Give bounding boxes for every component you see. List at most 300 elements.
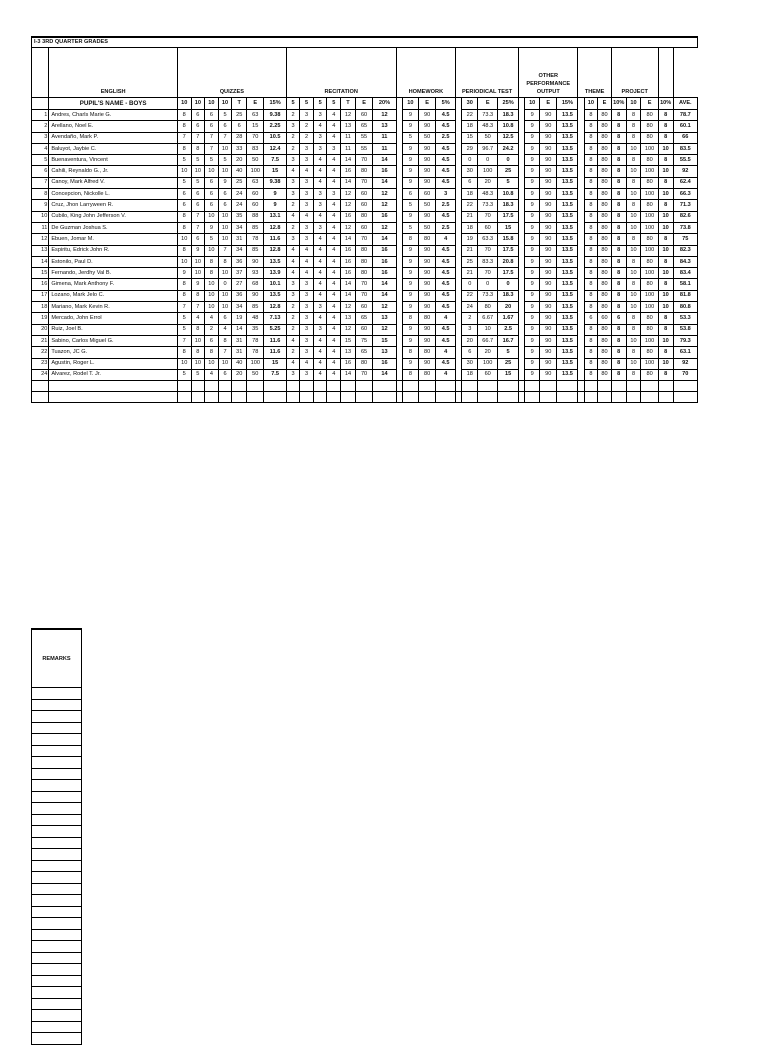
grade-cell: 5 [191, 155, 205, 166]
grade-cell: 80 [641, 256, 658, 267]
grade-cell: 8 [611, 121, 626, 132]
grade-cell: 63 [247, 177, 264, 188]
blank-cell [300, 392, 314, 403]
grade-cell: 4.5 [436, 335, 456, 346]
grade-cell: 9 [402, 245, 418, 256]
grade-cell: 7 [218, 245, 232, 256]
grade-cell: 6.67 [478, 313, 498, 324]
grade-cell: 18.3 [498, 110, 519, 121]
remarks-cell [32, 860, 82, 872]
grade-cell: 4 [286, 245, 300, 256]
grade-cell: 3 [313, 324, 327, 335]
grade-cell: 12 [373, 110, 396, 121]
grade-cell: 50 [418, 132, 435, 143]
grade-cell: 8 [611, 177, 626, 188]
grade-cell: 10 [177, 166, 191, 177]
grade-cell: 16 [341, 256, 356, 267]
grade-cell: 8 [658, 324, 673, 335]
grade-cell: 100 [641, 143, 658, 154]
grade-cell: 13.5 [557, 132, 578, 143]
title-row [32, 37, 698, 48]
grade-cell: 12 [341, 302, 356, 313]
grade-cell: 6 [218, 369, 232, 380]
grade-cell: 4 [313, 166, 327, 177]
column-label: 10 [205, 98, 219, 110]
grade-cell: 34 [232, 222, 247, 233]
blank-cell [218, 392, 232, 403]
grade-cell: 83.4 [673, 268, 697, 279]
grade-cell: 8 [584, 166, 598, 177]
grade-cell: 3 [313, 302, 327, 313]
group-header-row [32, 48, 698, 98]
grade-cell: 10 [205, 166, 219, 177]
blank-cell [598, 392, 612, 403]
grade-cell: 100 [641, 211, 658, 222]
grade-cell: 80 [598, 189, 612, 200]
grade-cell: 30 [462, 166, 478, 177]
grade-cell: 18.3 [498, 290, 519, 301]
grade-cell: 80 [641, 279, 658, 290]
grade-cell: 4.5 [436, 256, 456, 267]
grade-cell: 53.8 [673, 324, 697, 335]
grade-cell: 9 [525, 189, 540, 200]
grade-cell: 9 [402, 211, 418, 222]
grade-cell: 8 [658, 121, 673, 132]
grade-cell: 7 [177, 335, 191, 346]
grade-cell: 15 [264, 358, 286, 369]
grade-cell: 19 [462, 234, 478, 245]
grade-cell: 4 [313, 268, 327, 279]
blank-cell [327, 381, 341, 392]
grade-cell: 4.5 [436, 268, 456, 279]
grade-cell: 8 [626, 110, 641, 121]
grade-cell: 13.5 [557, 222, 578, 233]
grade-cell: 13.5 [557, 369, 578, 380]
grade-cell: 12 [341, 324, 356, 335]
row-number: 11 [32, 222, 49, 233]
remarks-cell [32, 998, 82, 1010]
grade-cell: 5 [402, 132, 418, 143]
grade-cell: 2.5 [498, 324, 519, 335]
blank-cell [286, 381, 300, 392]
blank-cell [498, 381, 519, 392]
grade-cell: 8 [658, 177, 673, 188]
grade-cell: 70 [355, 279, 372, 290]
grade-cell: 3 [300, 177, 314, 188]
grade-cell: 3 [286, 121, 300, 132]
grade-cell: 8 [584, 132, 598, 143]
row-number: 16 [32, 279, 49, 290]
grade-cell: 17.5 [498, 268, 519, 279]
grade-cell: 4 [327, 358, 341, 369]
grade-cell: 11 [341, 132, 356, 143]
grade-cell: 6 [205, 177, 219, 188]
periodical-test-header: PERIODICAL TEST [456, 48, 519, 98]
grade-cell: 4 [436, 347, 456, 358]
grade-cell: 8 [611, 200, 626, 211]
grade-cell: 25 [232, 177, 247, 188]
grade-cell: 14 [341, 290, 356, 301]
blank-cell [557, 381, 578, 392]
grade-cell: 10 [191, 256, 205, 267]
grade-cell: 15 [498, 222, 519, 233]
grade-cell: 60 [355, 110, 372, 121]
blank-cell [177, 381, 191, 392]
grade-cell: 80 [641, 200, 658, 211]
grade-cell: 24 [462, 302, 478, 313]
grade-cell: 4 [286, 335, 300, 346]
grade-cell: 8 [584, 324, 598, 335]
grade-cell: 21 [462, 245, 478, 256]
grade-cell: 4 [327, 177, 341, 188]
pupil-name: Tuazon, JC G. [49, 347, 178, 358]
column-label: AVE. [673, 98, 697, 110]
column-label: 5 [300, 98, 314, 110]
grade-cell: 2 [462, 313, 478, 324]
grade-cell: 24 [232, 189, 247, 200]
grade-cell: 15 [498, 369, 519, 380]
grade-cell: 14 [341, 279, 356, 290]
grade-cell: 10 [626, 166, 641, 177]
grade-cell: 4 [313, 245, 327, 256]
grade-cell: 5 [498, 347, 519, 358]
grade-cell: 3 [300, 155, 314, 166]
grade-cell: 10 [626, 211, 641, 222]
grade-cell: 4 [327, 324, 341, 335]
grade-cell: 90 [418, 245, 435, 256]
grade-cell: 2 [286, 110, 300, 121]
grade-cell: 4 [327, 268, 341, 279]
table-row [32, 177, 698, 188]
grade-cell: 16 [373, 245, 396, 256]
grade-cell: 9 [525, 110, 540, 121]
grade-cell: 8 [611, 234, 626, 245]
grade-cell: 8 [402, 234, 418, 245]
grade-cell: 3 [300, 143, 314, 154]
blank-cell [540, 381, 557, 392]
grade-cell: 4 [313, 313, 327, 324]
grade-cell: 13.5 [557, 166, 578, 177]
grade-cell: 10.5 [264, 132, 286, 143]
grade-cell: 8 [584, 177, 598, 188]
table-row [32, 143, 698, 154]
blank-cell [49, 381, 178, 392]
remarks-table [31, 628, 82, 1045]
grade-cell: 5 [177, 369, 191, 380]
grade-cell: 3 [300, 189, 314, 200]
grade-cell: 80 [598, 279, 612, 290]
grade-cell: 9 [218, 177, 232, 188]
grade-cell: 68 [247, 279, 264, 290]
remarks-cell [32, 768, 82, 780]
grade-cell: 13.5 [557, 155, 578, 166]
grade-cell: 1.67 [498, 313, 519, 324]
grade-cell: 3 [436, 189, 456, 200]
grade-cell: 10 [626, 335, 641, 346]
remarks-cell [32, 1021, 82, 1033]
grade-cell: 100 [478, 358, 498, 369]
grade-cell: 2 [286, 324, 300, 335]
grade-cell: 8 [191, 143, 205, 154]
grade-cell: 9 [525, 268, 540, 279]
remarks-cell [32, 722, 82, 734]
grade-cell: 10.8 [498, 121, 519, 132]
grade-cell: 9 [525, 200, 540, 211]
grade-cell: 8 [658, 279, 673, 290]
row-number: 19 [32, 313, 49, 324]
grade-cell: 8 [611, 245, 626, 256]
grade-cell: 18 [462, 189, 478, 200]
blank-cell [313, 381, 327, 392]
pupil-name: Alvarez, Rodel T. Jr. [49, 369, 178, 380]
grade-cell: 4 [327, 155, 341, 166]
grade-cell: 9 [525, 155, 540, 166]
grade-cell: 9 [525, 347, 540, 358]
remarks-cell [32, 734, 82, 746]
blank-cell [341, 381, 356, 392]
grade-cell: 90 [418, 166, 435, 177]
grade-cell: 8 [402, 313, 418, 324]
grade-cell: 90 [418, 279, 435, 290]
grade-cell: 100 [641, 290, 658, 301]
grade-cell: 17.5 [498, 211, 519, 222]
grade-cell: 8 [584, 279, 598, 290]
grade-cell: 9 [402, 302, 418, 313]
grade-cell: 8 [626, 155, 641, 166]
grade-cell: 6 [462, 347, 478, 358]
grade-cell: 50 [418, 222, 435, 233]
grade-cell: 4 [327, 200, 341, 211]
grade-cell: 100 [641, 268, 658, 279]
grade-cell: 4 [327, 121, 341, 132]
grade-cell: 14 [373, 369, 396, 380]
grade-cell: 11.6 [264, 234, 286, 245]
pupil-name: Gimena, Mark Anthony F. [49, 279, 178, 290]
grade-cell: 80 [641, 155, 658, 166]
grade-cell: 18 [462, 121, 478, 132]
grade-cell: 4.5 [436, 110, 456, 121]
pupil-name: Canoy, Mark Alfred V. [49, 177, 178, 188]
grade-cell: 6 [218, 200, 232, 211]
row-number: 22 [32, 347, 49, 358]
grade-cell: 9 [525, 132, 540, 143]
grade-cell: 2.5 [436, 222, 456, 233]
subject-header: ENGLISH [49, 48, 178, 98]
grade-cell: 8 [584, 222, 598, 233]
grade-cell: 80 [418, 369, 435, 380]
remarks-cell [32, 895, 82, 907]
sheet-title: I-3 3RD QUARTER GRADES [32, 37, 698, 48]
grade-cell: 8 [626, 324, 641, 335]
grade-cell: 13.5 [557, 245, 578, 256]
grade-cell: 2 [286, 200, 300, 211]
grade-cell: 8 [584, 155, 598, 166]
grade-cell: 70 [355, 290, 372, 301]
grade-cell: 11.6 [264, 335, 286, 346]
grade-cell: 100 [641, 166, 658, 177]
remarks-cell [32, 975, 82, 987]
pupil-name: Baluyot, Jaybie C. [49, 143, 178, 154]
grade-cell: 2 [300, 132, 314, 143]
grade-cell: 12.4 [264, 143, 286, 154]
blank-cell [32, 392, 49, 403]
grade-cell: 8 [611, 211, 626, 222]
grade-cell: 100 [478, 166, 498, 177]
grade-cell: 13.5 [557, 268, 578, 279]
grade-cell: 80 [598, 290, 612, 301]
theme-header: THEME [578, 48, 611, 98]
grade-cell: 10 [177, 358, 191, 369]
table-row [32, 245, 698, 256]
grade-cell: 6 [191, 189, 205, 200]
remarks-cell [32, 711, 82, 723]
grade-cell: 20 [478, 177, 498, 188]
grade-cell: 73.3 [478, 290, 498, 301]
pupil-name: Mariano, Mark Kevin R. [49, 302, 178, 313]
grade-cell: 3 [286, 155, 300, 166]
pupil-name: Avendaño, Mark P. [49, 132, 178, 143]
grade-cell: 80 [598, 369, 612, 380]
table-row [32, 369, 698, 380]
grade-cell: 8 [177, 279, 191, 290]
grade-cell: 9 [402, 177, 418, 188]
grade-cell: 9 [525, 166, 540, 177]
grade-cell: 13.5 [557, 347, 578, 358]
grade-cell: 14 [373, 155, 396, 166]
grade-cell: 8 [626, 200, 641, 211]
grade-cell: 4 [327, 256, 341, 267]
grade-cell: 8 [584, 143, 598, 154]
row-number: 14 [32, 256, 49, 267]
grade-cell: 4 [327, 369, 341, 380]
blank-cell [247, 392, 264, 403]
grade-cell: 4 [436, 313, 456, 324]
grade-cell: 8 [658, 369, 673, 380]
grade-cell: 100 [247, 358, 264, 369]
grade-cell: 9 [177, 268, 191, 279]
grade-cell: 83.5 [673, 143, 697, 154]
grade-cell: 80 [598, 143, 612, 154]
grade-cell: 8 [205, 347, 219, 358]
pupil-name: Cubilo, King John Jefferson V. [49, 211, 178, 222]
grade-cell: 4 [313, 369, 327, 380]
remarks-cell [32, 918, 82, 930]
grade-cell: 90 [418, 211, 435, 222]
pupil-name: Cruz, Jhon Larryween R. [49, 200, 178, 211]
blank-cell [436, 381, 456, 392]
blank-cell [626, 381, 641, 392]
grade-cell: 8 [626, 234, 641, 245]
grade-cell: 4 [313, 211, 327, 222]
row-number: 6 [32, 166, 49, 177]
grade-cell: 4.5 [436, 155, 456, 166]
grade-cell: 10 [658, 143, 673, 154]
grade-cell: 25 [498, 358, 519, 369]
grade-cell: 80 [598, 268, 612, 279]
grade-cell: 13 [373, 347, 396, 358]
grade-cell: 8 [611, 110, 626, 121]
grade-cell: 9 [264, 200, 286, 211]
grade-cell: 3 [327, 143, 341, 154]
grade-cell: 8 [611, 189, 626, 200]
column-label: 10 [191, 98, 205, 110]
grade-cell: 90 [418, 155, 435, 166]
grade-cell: 80 [641, 347, 658, 358]
grade-cell: 80 [598, 335, 612, 346]
column-label: 30 [462, 98, 478, 110]
remarks-cell [32, 1010, 82, 1022]
grade-cell: 9 [191, 279, 205, 290]
grade-cell: 100 [641, 302, 658, 313]
grade-cell: 8 [658, 200, 673, 211]
grade-cell: 13.5 [557, 313, 578, 324]
grade-cell: 4 [313, 347, 327, 358]
grade-cell: 3 [300, 324, 314, 335]
blank-cell [327, 392, 341, 403]
grade-cell: 60 [355, 302, 372, 313]
grade-cell: 4 [327, 110, 341, 121]
grade-cell: 6 [177, 189, 191, 200]
grade-cell: 80 [641, 369, 658, 380]
column-label: E [478, 98, 498, 110]
grade-cell: 9 [525, 302, 540, 313]
grade-cell: 10 [626, 302, 641, 313]
grade-cell: 8 [584, 335, 598, 346]
recitation-header: RECITATION [286, 48, 396, 98]
grade-cell: 6 [462, 177, 478, 188]
grade-cell: 4.5 [436, 290, 456, 301]
grade-cell: 63.1 [673, 347, 697, 358]
column-label: 10 [525, 98, 540, 110]
grade-cell: 8 [218, 256, 232, 267]
grade-cell: 22 [462, 110, 478, 121]
grade-cell: 8 [584, 256, 598, 267]
grade-cell: 11.6 [264, 347, 286, 358]
grade-cell: 60 [418, 189, 435, 200]
grade-cell: 100 [641, 358, 658, 369]
grade-cell: 8 [177, 222, 191, 233]
grade-cell: 90 [418, 256, 435, 267]
grade-cell: 80 [355, 211, 372, 222]
grade-cell: 7 [191, 222, 205, 233]
grade-cell: 80 [641, 234, 658, 245]
remarks-cell [32, 803, 82, 815]
blank-cell [191, 381, 205, 392]
remarks-cell [32, 837, 82, 849]
pupil-name: Buenaventura, Vincent [49, 155, 178, 166]
grade-cell: 10 [218, 166, 232, 177]
grade-cell: 10 [218, 290, 232, 301]
grade-cell: 9 [264, 189, 286, 200]
pupil-name: Lozano, Mark Jelo C. [49, 290, 178, 301]
grade-cell: 9 [402, 335, 418, 346]
grade-cell: 8 [626, 177, 641, 188]
grade-cell: 9 [525, 143, 540, 154]
grade-cell: 9 [525, 256, 540, 267]
grade-cell: 8 [177, 121, 191, 132]
grade-cell: 4 [327, 234, 341, 245]
grade-cell: 90 [418, 268, 435, 279]
grade-cell: 75 [673, 234, 697, 245]
grade-cell: 3 [300, 335, 314, 346]
grade-cell: 90 [540, 347, 557, 358]
remarks-cell [32, 929, 82, 941]
blank-cell [525, 392, 540, 403]
grade-cell: 90 [418, 110, 435, 121]
grade-cell: 100 [641, 335, 658, 346]
grade-cell: 100 [641, 189, 658, 200]
grade-cell: 80 [598, 177, 612, 188]
